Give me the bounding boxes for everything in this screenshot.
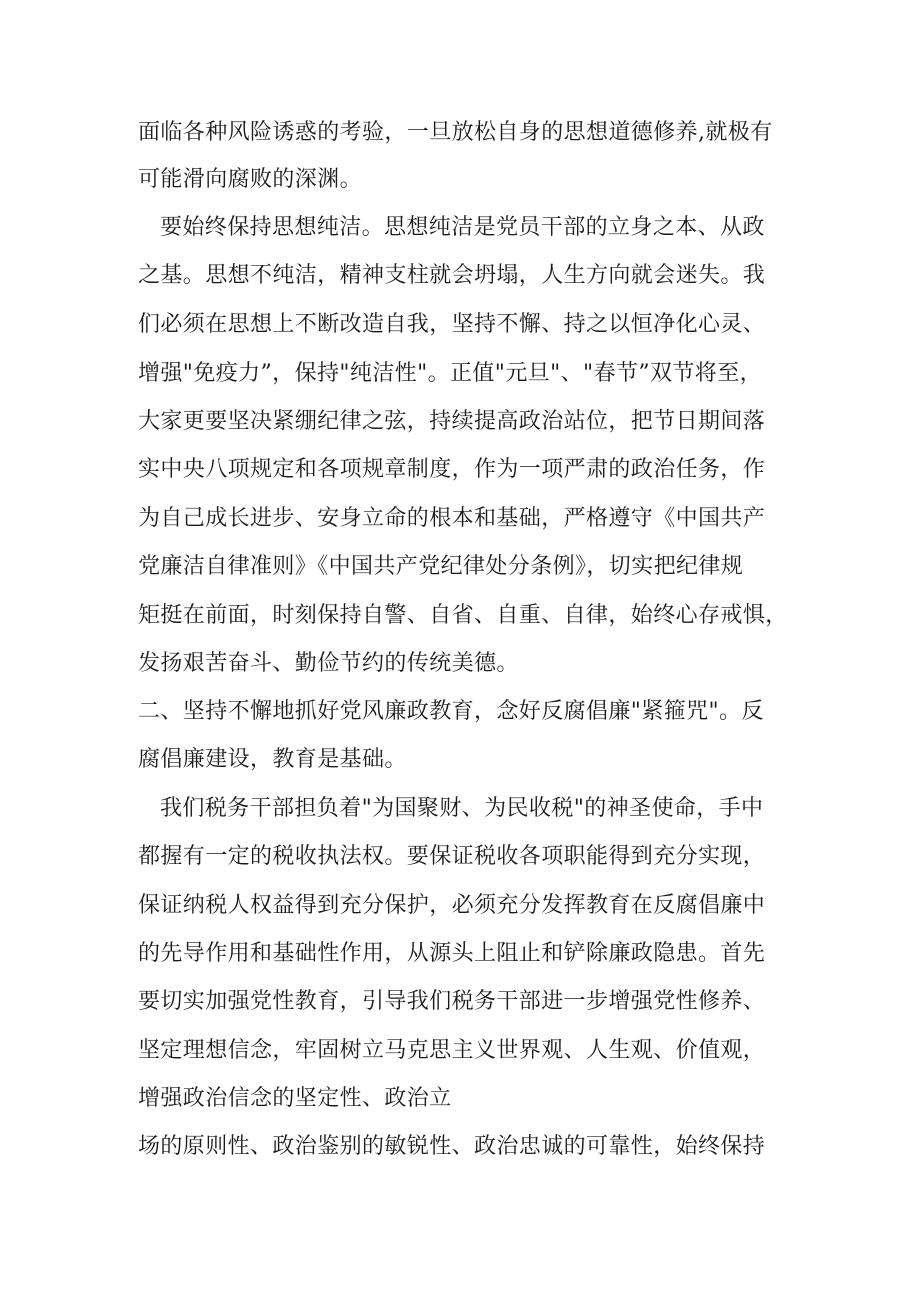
text-line: 增强"免疫力”，保持"纯洁性"。正值"元旦"、"春节”双节将至， bbox=[138, 361, 763, 386]
text-line: 可能滑向腐败的深渊。 bbox=[138, 167, 363, 192]
text-line: 们必须在思想上不断改造自我，坚持不懈、持之以恒净化心灵、 bbox=[138, 312, 766, 337]
text-line: 大家更要坚决紧绷纪律之弦，持续提高政治站位，把节日期间落 bbox=[138, 409, 766, 434]
text-line: 增强政治信念的坚定性、政治立 bbox=[138, 1086, 452, 1111]
text-line: 要切实加强党性教育，引导我们税务干部进一步增强党性修养、 bbox=[138, 989, 766, 1014]
text-line: 面临各种风险诱惑的考验，一旦放松自身的思想道德修养,就极有 bbox=[138, 120, 773, 145]
text-line: 场的原则性、政治鉴别的敏锐性、政治忠诚的可靠性，始终保持 bbox=[138, 1134, 766, 1159]
text-line: 都握有一定的税收执法权。要保证税收各项职能得到充分实现， bbox=[138, 844, 766, 869]
section-heading: 二、坚持不懈地抓好党风廉政教育，念好反腐倡廉"紧箍咒"。反 bbox=[138, 699, 764, 724]
text-line: 之基。思想不纯洁，精神支柱就会坍塌，人生方向就会迷失。我 bbox=[138, 263, 766, 288]
section-heading: 腐倡廉建设，教育是基础。 bbox=[138, 747, 407, 772]
text-line: 我们税务干部担负着"为国聚财、为民收税"的神圣使命，手中 bbox=[160, 796, 764, 821]
text-line: 矩挺在前面，时刻保持自警、自省、自重、自律，始终心存戒惧， bbox=[138, 603, 788, 628]
text-line: 党廉洁自律准则》《中国共产党纪律处分条例》，切实把纪律规 bbox=[138, 554, 744, 579]
text-line: 的先导作用和基础性作用，从源头上阻止和铲除廉政隐患。首先 bbox=[138, 941, 766, 966]
text-line: 发扬艰苦奋斗、勤俭节约的传统美德。 bbox=[138, 651, 519, 676]
text-line: 实中央八项规定和各项规章制度，作为一项严肃的政治任务，作 bbox=[138, 457, 766, 482]
text-line: 坚定理想信念，牢固树立马克思主义世界观、人生观、价值观， bbox=[138, 1038, 766, 1063]
text-line: 要始终保持思想纯洁。思想纯洁是党员干部的立身之本、从政 bbox=[160, 215, 765, 240]
text-line: 保证纳税人权益得到充分保护，必须充分发挥教育在反腐倡廉中 bbox=[138, 893, 766, 918]
text-line: 为自己成长进步、安身立命的根本和基础，严格遵守《中国共产 bbox=[138, 506, 766, 531]
